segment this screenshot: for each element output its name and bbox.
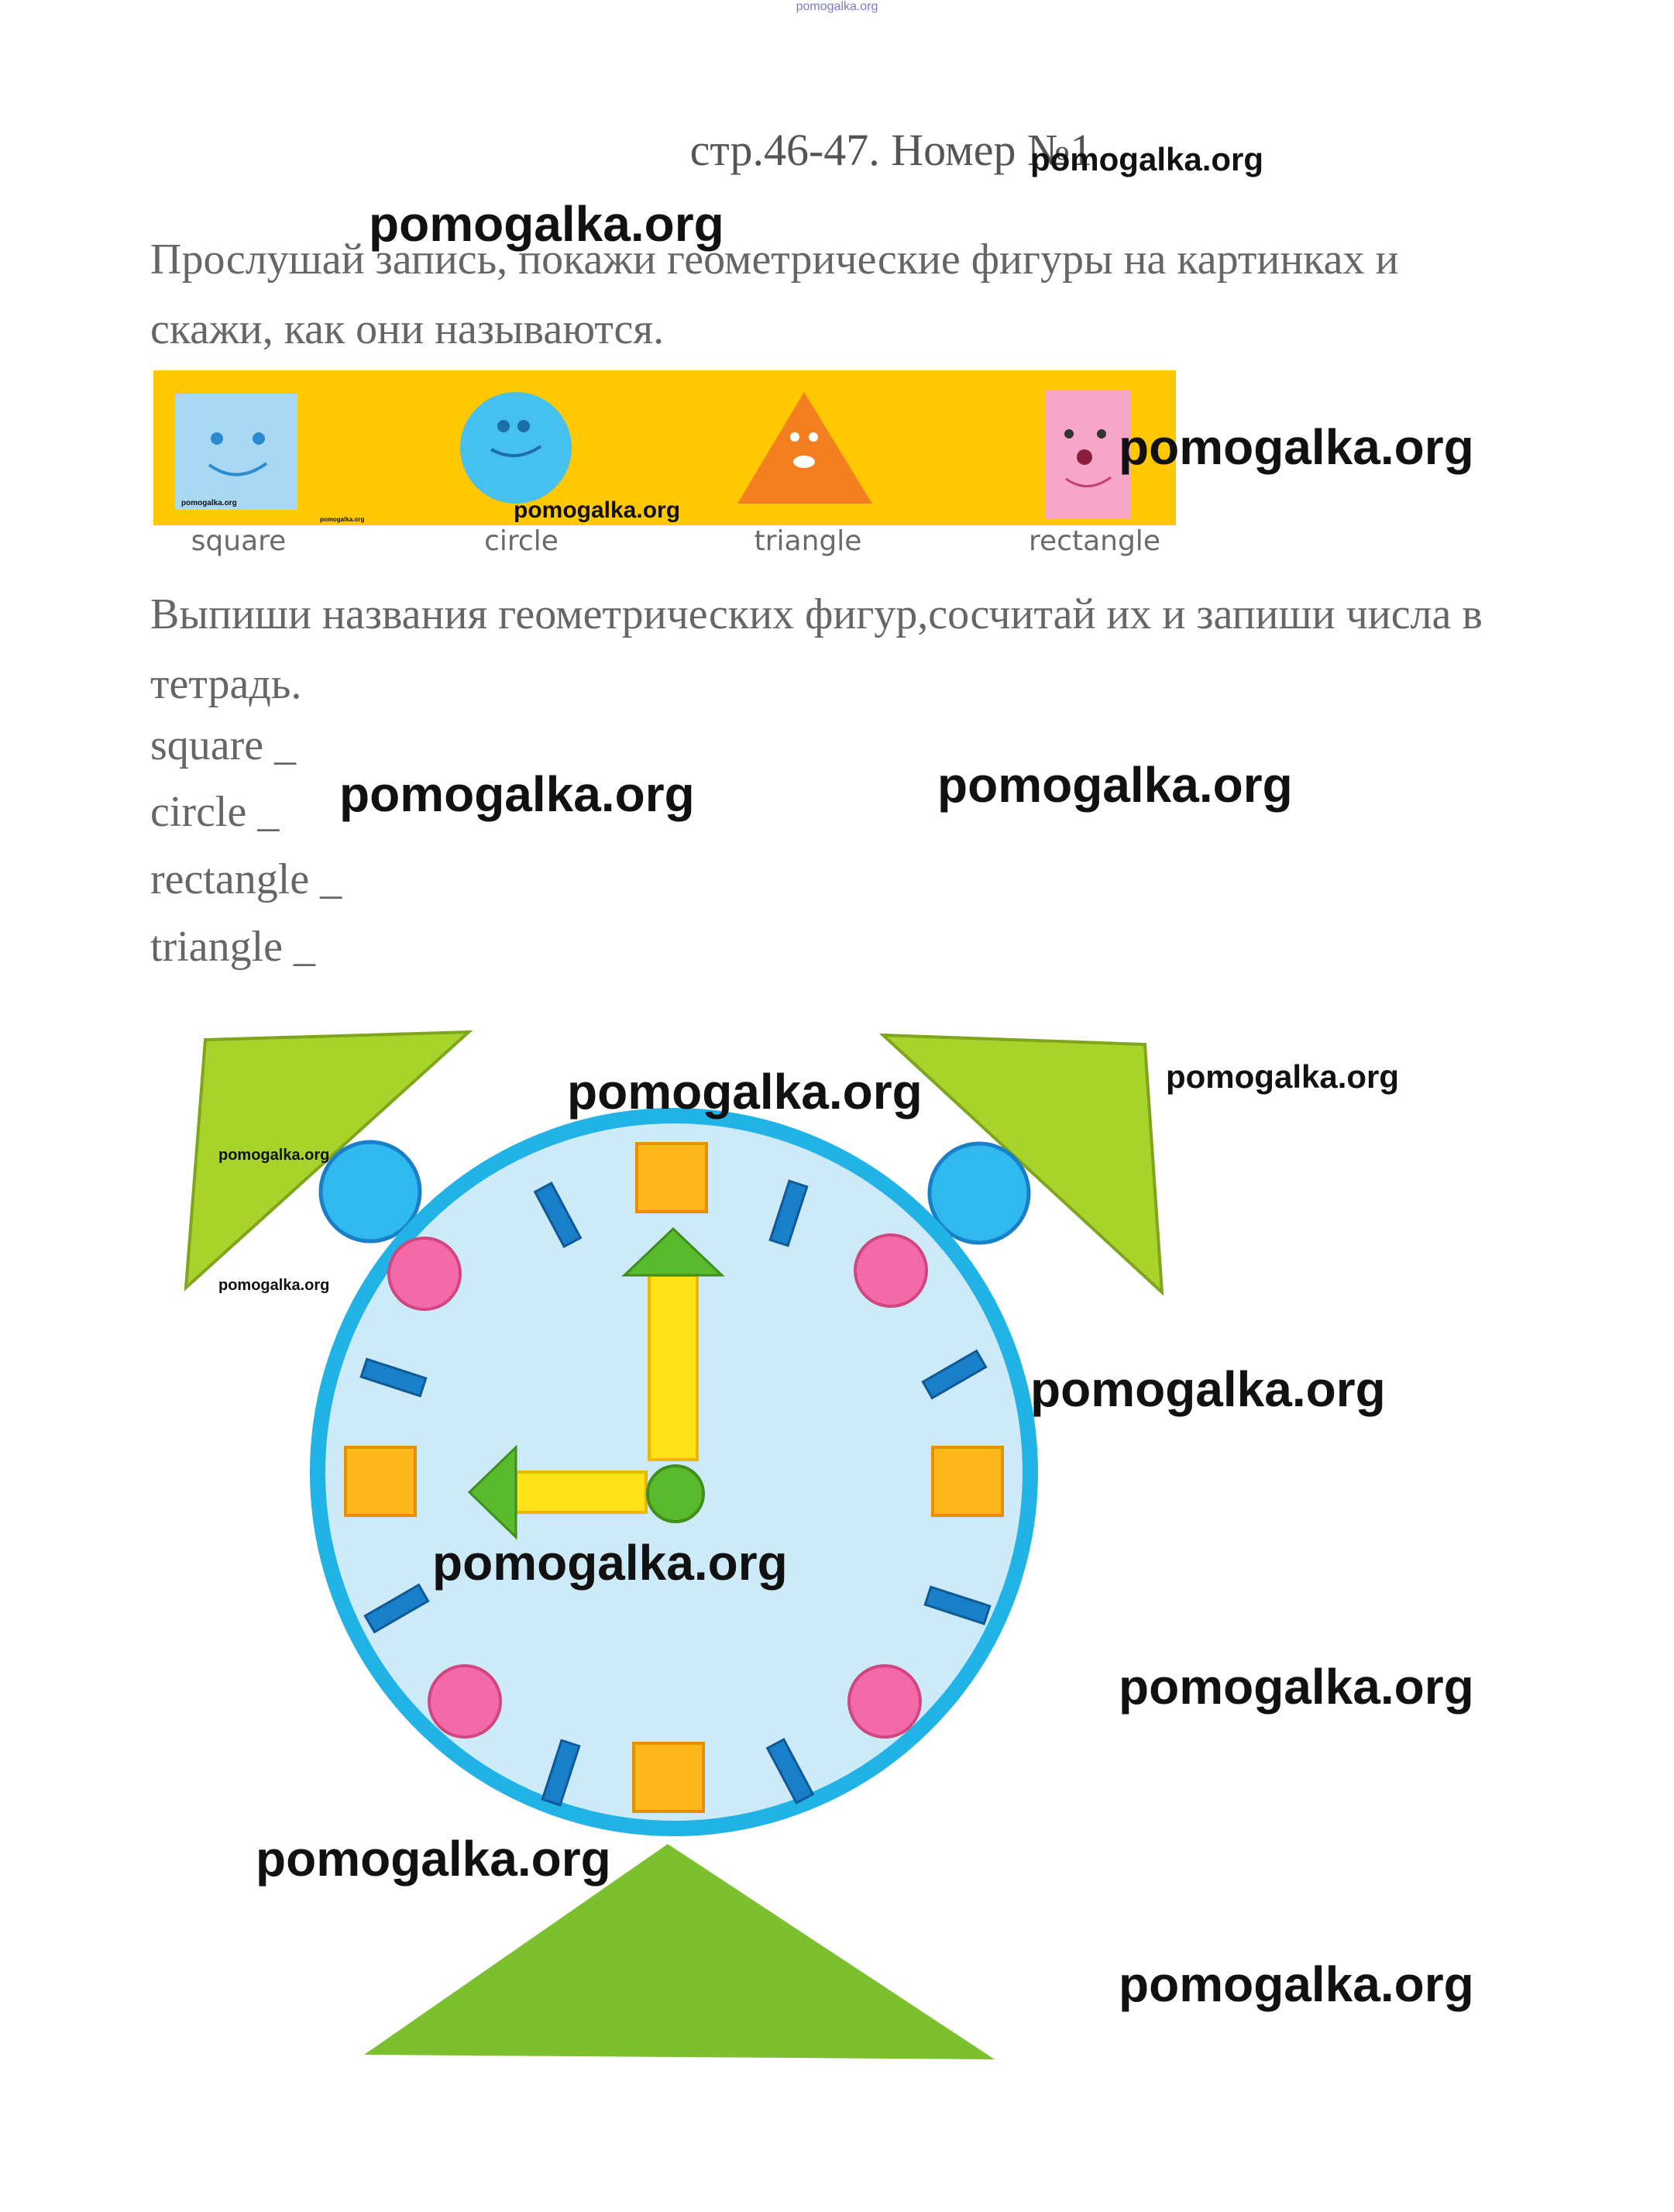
answer-line-rectangle: rectangle _	[150, 855, 342, 903]
label-triangle: triangle	[754, 525, 862, 557]
watermark: pomogalka.org	[514, 497, 681, 523]
watermark: pomogalka.org	[181, 499, 237, 507]
pink-circle	[429, 1666, 500, 1737]
watermark: pomogalka.org	[218, 1277, 330, 1294]
watermark: pomogalka.org	[218, 1147, 330, 1164]
header-watermark: pomogalka.org	[796, 0, 878, 13]
pink-circle	[849, 1666, 920, 1737]
right-bell-circle	[930, 1144, 1029, 1243]
label-circle: circle	[484, 525, 559, 557]
label-rectangle: rectangle	[1029, 525, 1160, 557]
watermark: pomogalka.org	[1030, 141, 1264, 177]
page-title: стр.46-47. Номер №1	[689, 125, 1093, 175]
left-bell-circle	[321, 1142, 420, 1241]
label-square: square	[191, 525, 287, 557]
watermark: pomogalka.org	[256, 1831, 611, 1887]
pink-circle	[855, 1235, 926, 1306]
watermark: pomogalka.org	[1030, 1361, 1386, 1417]
watermark: pomogalka.org	[1119, 1956, 1474, 2012]
watermark: pomogalka.org	[567, 1064, 923, 1120]
answer-line-circle: circle _	[150, 788, 280, 836]
task-instruction-write: Выпиши названия геометрических фигур,сосчитай их и запиши числа в тетрадь.	[150, 590, 1483, 708]
clock-center-circle	[648, 1466, 703, 1522]
minute-hand	[649, 1275, 697, 1460]
square-6	[634, 1743, 703, 1811]
watermark: pomogalka.org	[339, 766, 695, 822]
square-3	[933, 1447, 1002, 1515]
square-9	[345, 1447, 415, 1515]
watermark: pomogalka.org	[1119, 1659, 1474, 1715]
watermark: pomogalka.org	[1119, 419, 1474, 475]
watermark: pomogalka.org	[1166, 1058, 1400, 1095]
pink-circle	[389, 1238, 460, 1309]
answer-line-square: square _	[150, 721, 297, 769]
watermark: pomogalka.org	[320, 516, 365, 523]
watermark: pomogalka.org	[937, 757, 1293, 813]
hour-hand	[516, 1472, 646, 1512]
watermark: pomogalka.org	[432, 1535, 788, 1591]
task-instruction-listen: Прослушай запись, покажи геометрические фигуры на картинках и скажи, как они называются.	[150, 236, 1399, 353]
answer-line-triangle: triangle _	[150, 923, 316, 971]
watermark: pomogalka.org	[369, 196, 724, 252]
square-12	[637, 1144, 706, 1212]
